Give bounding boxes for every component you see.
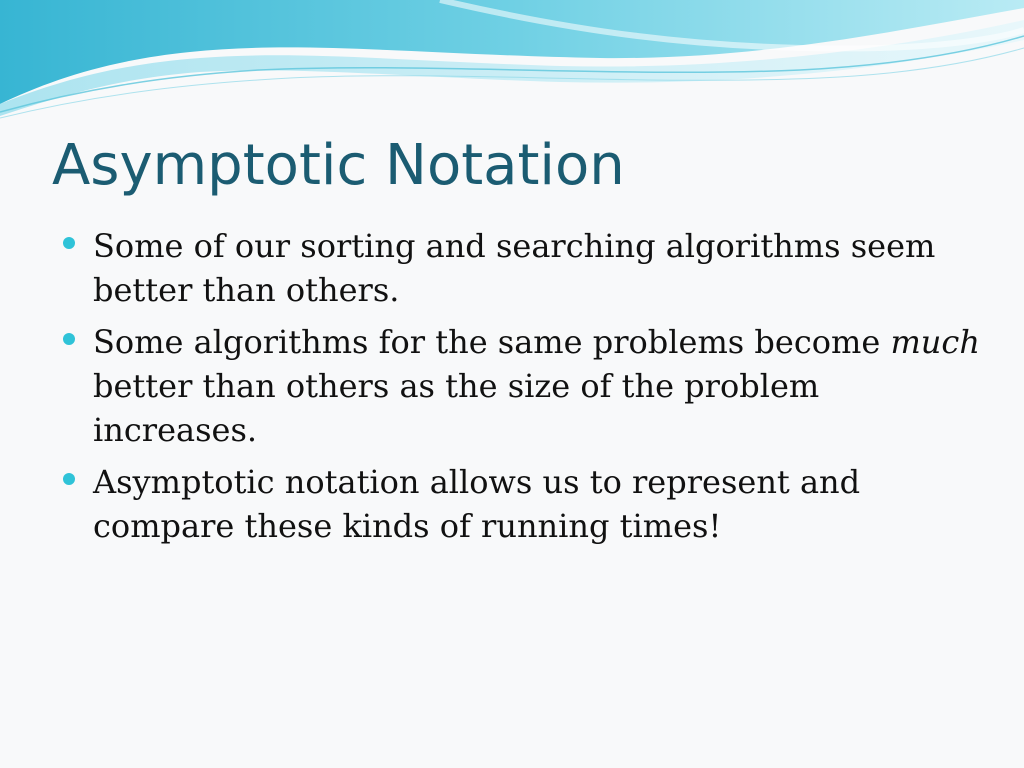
bullet-item (62, 224, 982, 312)
bullet-dot-icon (63, 333, 75, 345)
slide-title: Asymptotic Notation (52, 133, 625, 198)
bullet-text-before: Some algorithms for the same problems become (93, 323, 891, 361)
bullet-text-emphasis: much (890, 323, 980, 361)
bullet-text-after: better than others as the size of the problem increases. (93, 367, 820, 449)
bullet-dot-icon (63, 473, 75, 485)
bullet-item (62, 460, 982, 548)
bullet-list (62, 224, 982, 556)
bullet-dot-icon (63, 237, 75, 249)
wave-header-decoration (0, 0, 1024, 130)
bullet-text: Asymptotic notation allows us to represent and compare these kinds of running times! (93, 463, 861, 545)
bullet-text: Some of our sorting and searching algorithms seem better than others. (93, 227, 936, 309)
bullet-item (62, 320, 982, 452)
